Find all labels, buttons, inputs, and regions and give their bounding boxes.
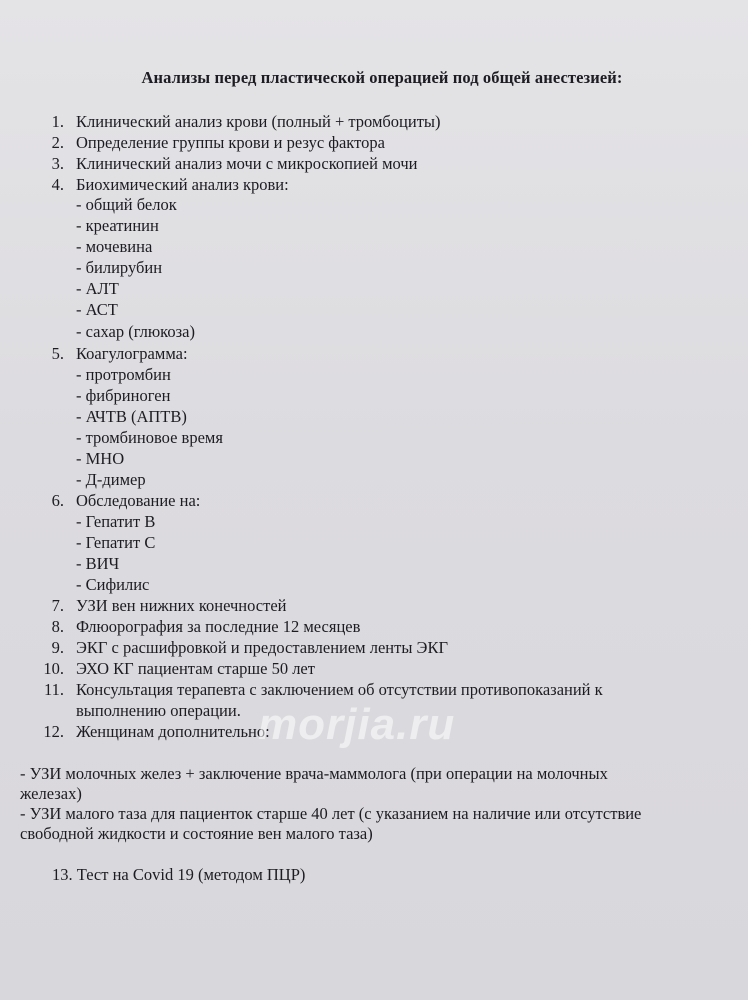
women-item-line: - УЗИ малого таза для пациенток старше 40 лет (с указанием на наличие или отсутствие bbox=[20, 804, 642, 823]
document-title: Анализы перед пластической операцией под общей анестезией: bbox=[141, 68, 623, 87]
watermark: morjia.ru bbox=[258, 700, 456, 749]
women-item-line: железах) bbox=[20, 784, 82, 803]
women-item-line: свободной жидкости и состояние вен малого таза) bbox=[20, 824, 373, 843]
document-page: Анализы перед пластической операцией под общей анестезией: 1. Клинический анализ крови (полный + тромбоциты) 2. Определение группы крови и резус фактора 3. Клинический анализ мочи с микроскопией мочи 4. Биохимический анализ крови: - общий белок - креатинин - мочевина - билирубин - АЛТ - АСТ - сахар (глюкоза) 5. Коагулограмма: - протромбин - фибриноген - АЧТВ (АПТВ) - тромбиновое время - МНО - Д-димер 6. Обследование на: - Гепатит В - Гепатит С - ВИЧ - Сифилис 7. УЗИ вен нижних конечностей 8. Флюорография за последние 12 месяцев 9. ЭКГ с расшифровкой и предоставлением ленты ЭКГ 10. ЭХО КГ пациентам старше 50 лет 11. Консультация терапевта с заключением об отсутствии противопоказаний к выполнению операции. 12. Женщинам дополнительно: - УЗИ молочных желез + заключение врача-маммолога (при операции на молочных железах) - УЗИ малого таза для пациенток старше 40 лет (с указанием на наличие или отсутствие свободной жидкости и состояние вен малого таза) 13. Тест на Covid 19 (методом ПЦР) morjia.ru bbox=[0, 0, 748, 1000]
women-item-line: - УЗИ молочных желез + заключение врача-маммолога (при операции на молочных bbox=[20, 764, 608, 783]
list-item-13: 13. Тест на Covid 19 (методом ПЦР) bbox=[52, 865, 306, 884]
